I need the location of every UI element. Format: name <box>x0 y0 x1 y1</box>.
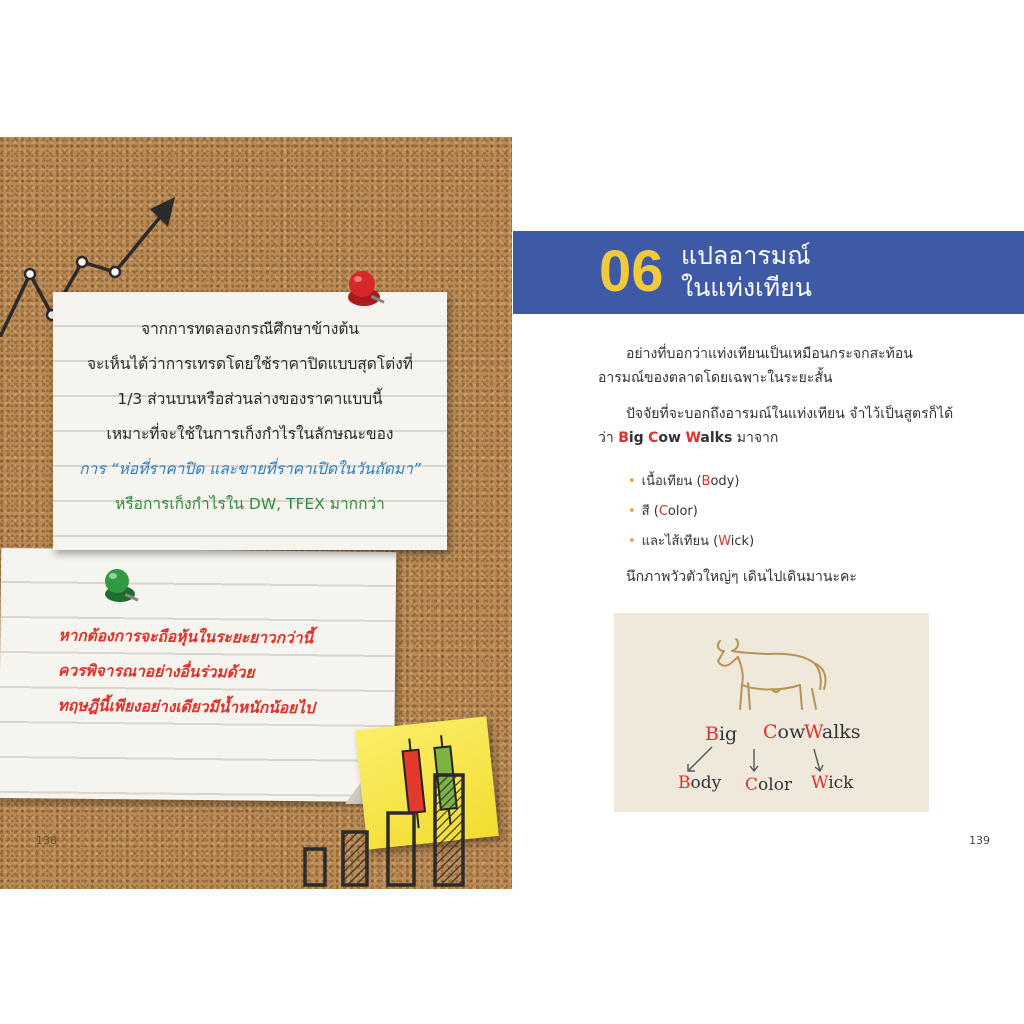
cow-word-walks: Walks <box>804 721 861 743</box>
paragraph-2-line-2 <box>598 426 778 450</box>
cork-board <box>0 137 512 889</box>
formula-big: Big <box>618 430 644 446</box>
cow-word-cow: Cow <box>763 721 806 743</box>
bullet-dot-icon: • <box>628 534 636 549</box>
formula-cow: Cow <box>648 430 681 446</box>
back-note-line: ควรพิจารณาอย่างอื่นร่วมด้วย <box>57 661 255 682</box>
paragraph-1-line-1: อย่างที่บอกว่าแท่งเทียนเป็นเหมือนกระจกสะท้อน <box>626 346 913 362</box>
bullet-wick: • และไส้เทียน (Wick) <box>628 534 755 549</box>
bullet-dot-icon: • <box>628 504 636 519</box>
main-note-line: เหมาะที่จะใช้ในการเก็งกำไรในลักษณะของ <box>106 425 394 443</box>
main-note-line: 1/3 ส่วนบนหรือส่วนล่างของราคาแบบนี้ <box>117 390 383 408</box>
page-number-right: 139 <box>969 834 990 847</box>
bullet-body: • เนื้อเทียน (Body) <box>628 474 740 489</box>
formula-walks: Walks <box>685 430 733 446</box>
main-note-quote: การ “ห่อที่ราคาปิด และขายที่ราคาเปิดในวันถัดมา” <box>79 460 421 478</box>
back-note <box>0 548 396 802</box>
cow-word-big: Big <box>705 723 738 745</box>
arrows-icon <box>674 745 874 775</box>
chapter-banner <box>513 231 1024 314</box>
cow-icon <box>712 633 837 718</box>
back-note-line: ทฤษฎีนี้เพียงอย่างเดียวมีน้ำหนักน้อยไป <box>57 696 315 718</box>
chapter-title-line1: แปลอารมณ์ <box>681 241 811 270</box>
bullet-color: • สี (Color) <box>628 504 698 519</box>
back-note-line: หากต้องการจะถือหุ้นในระยะยาวกว่านี้ <box>58 626 314 648</box>
cow-word-color: Color <box>745 775 793 795</box>
chapter-title-line2: ในแท่งเทียน <box>681 273 812 302</box>
main-note <box>53 292 447 550</box>
closing-text: นึกภาพวัวตัวใหญ่ๆ เดินไปเดินมานะคะ <box>626 569 857 585</box>
cow-word-wick: Wick <box>811 773 854 793</box>
main-note-line: จะเห็นได้ว่าการเทรดโดยใช้ราคาปิดแบบสุดโต่งที่ <box>86 355 414 373</box>
chapter-number: 06 <box>599 239 664 304</box>
main-note-green-line: หรือการเก็งกำไรใน DW, TFEX มากกว่า <box>115 495 385 513</box>
main-note-line: จากการทดลองกรณีศึกษาข้างต้น <box>140 320 359 338</box>
bullet-dot-icon: • <box>628 474 636 489</box>
bar-chart-sketch-icon <box>295 767 475 889</box>
paragraph-2-line-1: ปัจจัยที่จะบอกถึงอารมณ์ในแท่งเทียน จำไว้เป็นสูตรก็ได้ <box>626 406 954 422</box>
cow-word-body: Body <box>678 773 722 793</box>
red-pushpin-icon <box>340 267 390 312</box>
cow-illustration <box>614 613 929 812</box>
formula-prefix: ว่า <box>598 430 619 446</box>
green-pushpin-icon <box>96 564 146 609</box>
formula-suffix: มาจาก <box>732 430 779 446</box>
page-number-left: 138 <box>36 834 57 847</box>
paragraph-1-line-2: อารมณ์ของตลาดโดยเฉพาะในระยะสั้น <box>598 370 833 386</box>
